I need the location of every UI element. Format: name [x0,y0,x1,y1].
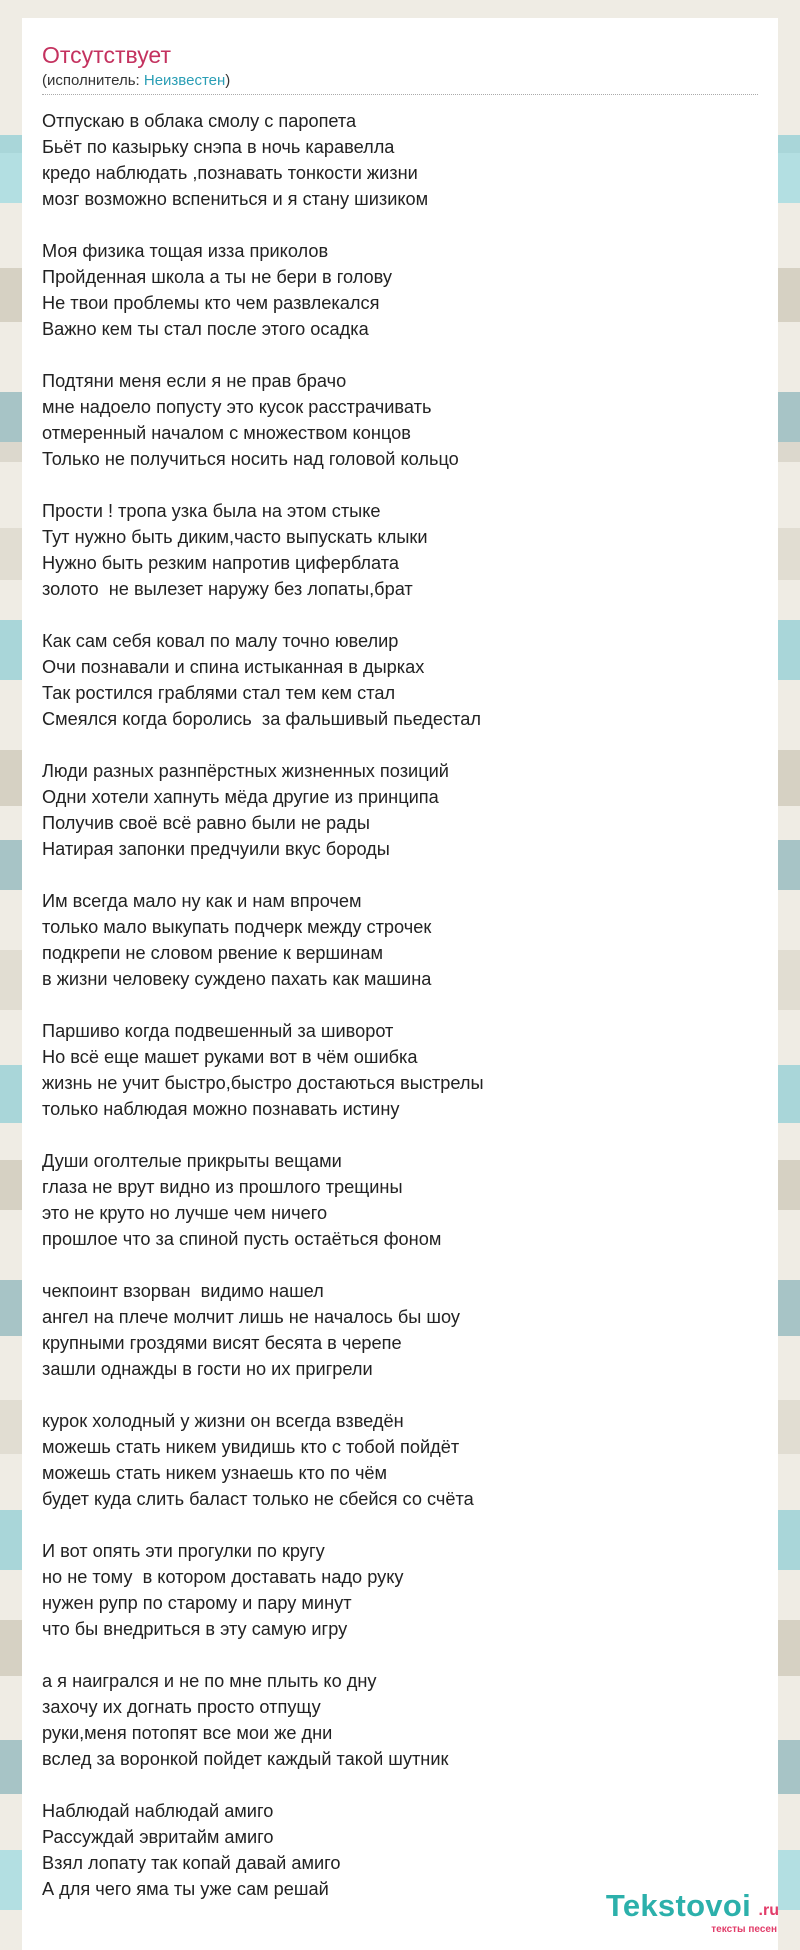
lyric-line [42,1772,762,1798]
lyric-line [42,1382,762,1408]
lyric-line: а я наигрался и не по мне плыть ко дну [42,1671,377,1691]
lyric-line [42,1252,762,1278]
lyric-line: А для чего яма ты уже сам решай [42,1879,329,1899]
lyric-line: Так ростился граблями стал тем кем стал [42,683,396,703]
lyric-line: мозг возможно вспениться и я стану шизиком [42,189,429,209]
lyric-line: Пройденная школа а ты не бери в голову [42,267,392,287]
lyric-line: золото не вылезет наружу без лопаты,брат [42,579,413,599]
lyric-line: ангел на плече молчит лишь не началось бы шоу [42,1307,460,1327]
lyric-line: это не круто но лучше чем ничего [42,1203,328,1223]
lyrics-card [22,18,778,1950]
logo-tagline: тексты песен [711,1924,777,1935]
lyric-line: Бьёт по казырьку снэпа в ночь каравелла [42,137,395,157]
lyric-line [42,342,762,368]
lyric-line: крупными гроздями висят бесята в черепе [42,1333,402,1353]
lyric-line: Подтяни меня если я не прав брачо [42,371,347,391]
title-divider [42,94,758,95]
lyrics-text [42,108,762,1902]
lyric-line: Тут нужно быть диким,часто выпускать клыки [42,527,428,547]
lyric-line: можешь стать никем узнаешь кто по чём [42,1463,388,1483]
site-logo[interactable] [569,1888,779,1938]
lyric-line: Рассуждай эвритайм амиго [42,1827,274,1847]
lyric-line: Отпускаю в облака смолу с паропета [42,111,357,131]
lyric-line: что бы внедриться в эту самую игру [42,1619,348,1639]
lyric-line: Натирая запонки предчуили вкус бороды [42,839,390,859]
lyric-line: но не тому в котором доставать надо руку [42,1567,404,1587]
logo-name: Tekstovoi [605,1888,751,1923]
lyric-line: зашли однажды в гости но их пригрели [42,1359,373,1379]
lyric-line: Важно кем ты стал после этого осадка [42,319,369,339]
lyric-line: можешь стать никем увидишь кто с тобой пойдёт [42,1437,460,1457]
lyric-line: в жизни человеку суждено пахать как машина [42,969,432,989]
lyric-line: прошлое что за спиной пусть остаёться фоном [42,1229,442,1249]
lyric-line: Как сам себя ковал по малу точно ювелир [42,631,399,651]
lyric-line [42,472,762,498]
lyric-line [42,1642,762,1668]
lyric-line: курок холодный у жизни он всегда взведён [42,1411,404,1431]
lyric-line: Прости ! тропа узка была на этом стыке [42,501,381,521]
lyric-line: мне надоело попусту это кусок расстрачивать [42,397,432,417]
lyric-line [42,1512,762,1538]
lyric-line: только наблюдая можно познавать истину [42,1099,400,1119]
lyric-line: Очи познавали и спина истыканная в дырках [42,657,425,677]
lyric-line: чекпоинт взорван видимо нашел [42,1281,324,1301]
lyric-line [42,992,762,1018]
lyric-line [42,862,762,888]
lyric-line: захочу их догнать просто отпущу [42,1697,321,1717]
lyric-line: только мало выкупать подчерк между строчек [42,917,432,937]
artist-link[interactable]: Неизвестен [143,72,226,89]
lyric-line: Не твои проблемы кто чем развлекался [42,293,380,313]
logo-tld: .ru [758,1902,779,1919]
lyric-line: Паршиво когда подвешенный за шиворот [42,1021,394,1041]
lyric-line [42,212,762,238]
lyric-line: Моя физика тощая изза приколов [42,241,329,261]
lyric-line: Смеялся когда боролись за фальшивый пьедестал [42,709,481,729]
song-title: Отсутствует [42,42,171,68]
lyric-line: будет куда слить баласт только не сбейся со счёта [42,1489,474,1509]
lyric-line: Наблюдай наблюдай амиго [42,1801,274,1821]
lyric-line [42,1122,762,1148]
artist-prefix: (исполнитель: [42,72,144,89]
lyric-line: Души оголтелые прикрыты вещами [42,1151,342,1171]
lyric-line: руки,меня потопят все мои же дни [42,1723,333,1743]
artist-suffix: ) [225,72,231,89]
lyric-line: Но всё еще машет руками вот в чём ошибка [42,1047,418,1067]
lyric-line: Нужно быть резким напротив циферблата [42,553,399,573]
lyric-line: подкрепи не словом рвение к вершинам [42,943,383,963]
lyric-line: Одни хотели хапнуть мёда другие из принципа [42,787,439,807]
lyric-line: Им всегда мало ну как и нам впрочем [42,891,362,911]
lyric-line: И вот опять эти прогулки по кругу [42,1541,325,1561]
artist-line [42,72,230,89]
lyric-line: кредо наблюдать ,познавать тонкости жизни [42,163,418,183]
lyric-line: вслед за воронкой пойдет каждый такой шутник [42,1749,449,1769]
lyric-line: жизнь не учит быстро,быстро достаються выстрелы [42,1073,484,1093]
lyric-line [42,732,762,758]
lyric-line: глаза не врут видно из прошлого трещины [42,1177,403,1197]
lyric-line: нужен рупр по старому и пару минут [42,1593,352,1613]
lyric-line: Люди разных разнпёрстных жизненных позиций [42,761,449,781]
lyric-line [42,602,762,628]
lyric-line: Взял лопату так копай давай амиго [42,1853,341,1873]
lyric-line: Получив своё всё равно были не рады [42,813,370,833]
lyric-line: Только не получиться носить над головой кольцо [42,449,459,469]
lyric-line: отмеренный началом с множеством концов [42,423,411,443]
